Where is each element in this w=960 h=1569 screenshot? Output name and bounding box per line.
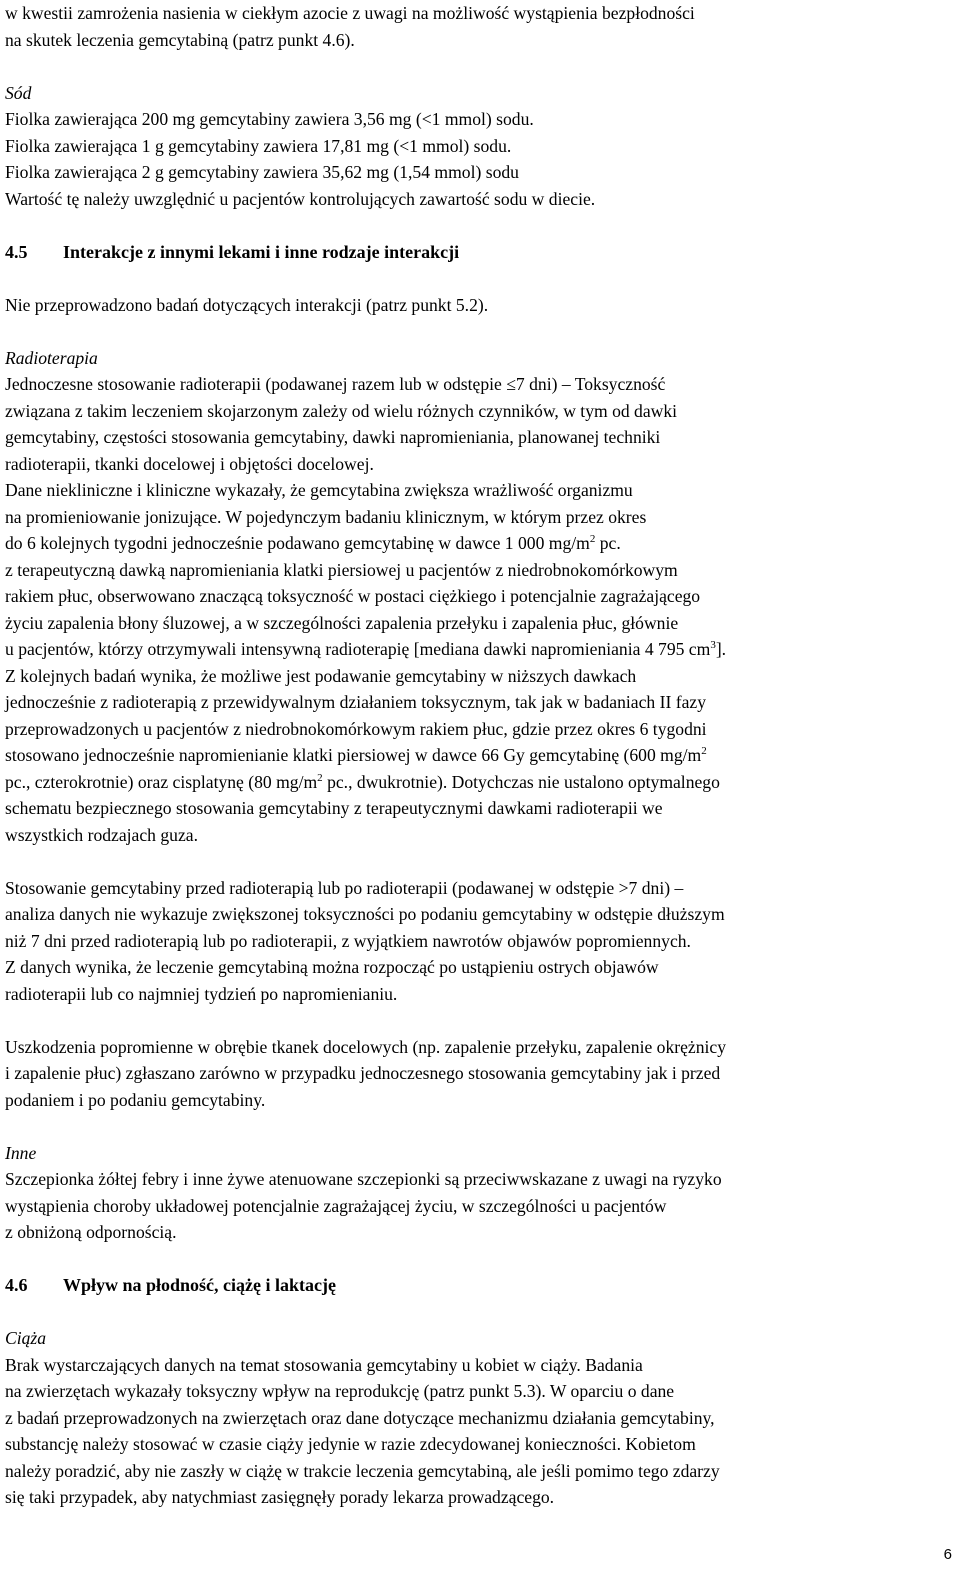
text-line: Z kolejnych badań wynika, że możliwe jest podawanie gemcytabiny w niższych dawkach [5, 665, 637, 686]
text-line: gemcytabiny, częstości stosowania gemcytabiny, dawki napromieniania, planowanej techniki [5, 427, 661, 447]
text-line: Nie przeprowadzono badań dotyczących interakcji (patrz punkt 5.2). [5, 294, 489, 315]
text-line: wystąpienia choroby układowej potencjalnie zagrażającej życiu, w szczególności u pacjentów [5, 1195, 667, 1216]
text-line: Fiolka zawierająca 200 mg gemcytabiny zawiera 3,56 mg (<1 mmol) sodu. [5, 109, 534, 129]
text-line: Uszkodzenia popromienne w obrębie tkanek docelowych (np. zapalenie przełyku, zapalenie okrężnicy [5, 1036, 727, 1057]
text-line: Wartość tę należy uwzględnić u pacjentów kontrolujących zawartość sodu w diecie. [5, 188, 596, 209]
section-heading-4-6 [5, 1272, 950, 1299]
text-line: do 6 kolejnych tygodni jednocześnie podawano gemcytabinę w dawce 1 000 $mg/m^2$ pc. [5, 533, 621, 553]
text-line: wszystkich rodzajach guza. [5, 824, 198, 845]
subheading-ciaza: Ciąża [5, 1328, 47, 1348]
text-line: schematu bezpiecznego stosowania gemcytabiny z terapeutycznymi dawkami radioterapii we [5, 798, 663, 818]
text-line: z terapeutyczną dawką napromieniania klatki piersiowej u pacjentów z niedrobnokomórkowym [5, 559, 678, 580]
section-title: Interakcje z innymi lekami i inne rodzaje interakcji [63, 241, 460, 262]
subheading-radioterapia: Radioterapia [5, 347, 98, 368]
section-heading-4-5 [5, 239, 950, 266]
text-line: należy poradzić, aby nie zaszły w ciążę w trakcie leczenia gemcytabiną, ale jeśli pomimo tego zdarzy [5, 1460, 720, 1481]
text-line: Brak wystarczających danych na temat stosowania gemcytabiny u kobiet w ciąży. Badania [5, 1354, 643, 1375]
text-line: niż 7 dni przed radioterapią lub po radioterapii, z wyjątkiem nawrotów objawów popromiennych. [5, 930, 691, 951]
text-line: na promieniowanie jonizujące. W pojedynczym badaniu klinicznym, w którym przez okres [5, 506, 647, 527]
text-line: rakiem płuc, obserwowano znaczącą toksyczność w postaci ciężkiego i potencjalnie zagrażającego [5, 586, 701, 606]
text-line: na skutek leczenia gemcytabiną (patrz punkt 4.6). [5, 29, 355, 50]
text-line: jednocześnie z radioterapią z przewidywalnym działaniem toksycznym, tak jak w badaniach II fazy [5, 692, 707, 712]
text-line: Jednoczesne stosowanie radioterapii (podawanej razem lub w odstępie ≤7 dni) – Toksyczność [5, 374, 666, 394]
text-line: z badań przeprowadzonych na zwierzętach oraz dane dotyczące mechanizmu działania gemcytabiny, [5, 1407, 715, 1428]
text-line: substancję należy stosować w czasie ciąży jedynie w razie zdecydowanej konieczności. Kobietom [5, 1434, 696, 1454]
text-line: pc., czterokrotnie) oraz cisplatynę (80 $mg/m^2$ pc., dwukrotnie). Dotychczas nie ustalono optymalnego [5, 771, 720, 792]
text-line: analiza danych nie wykazuje zwiększonej toksyczności po podaniu gemcytabiny w odstępie dłuższym [5, 904, 725, 924]
text-line: związana z takim leczeniem skojarzonym zależy od wielu różnych czynników, w tym od dawki [5, 400, 678, 421]
subheading-sod: Sód [5, 82, 32, 103]
text-line: Fiolka zawierająca 1 g gemcytabiny zawiera 17,81 mg (<1 mmol) sodu. [5, 135, 512, 156]
document-page [5, 0, 950, 1511]
subheading-inne: Inne [5, 1142, 37, 1163]
text-line: i zapalenie płuc) zgłaszano zarówno w przypadku jednoczesnego stosowania gemcytabiny jak i przed [5, 1063, 721, 1083]
text-line: życiu zapalenia błony śluzowej, a w szczególności zapalenia przełyku i zapalenia płuc, głównie [5, 612, 679, 633]
text-line: Z danych wynika, że leczenie gemcytabiną można rozpocząć po ustąpieniu ostrych objawów [5, 957, 659, 977]
text-line: się taki przypadek, aby natychmiast zasięgnęły porady lekarza prowadzącego. [5, 1487, 555, 1507]
section-title: Wpływ na płodność, ciążę i laktację [63, 1275, 336, 1295]
text-line: u pacjentów, którzy otrzymywali intensywną radioterapię [mediana dawki napromieniania 4 795 $cm^3$]. [5, 639, 727, 659]
text-line: Stosowanie gemcytabiny przed radioterapią lub po radioterapii (podawanej w odstępie >7 dni) – [5, 877, 684, 898]
text-line: radioterapii lub co najmniej tydzień po napromienianiu. [5, 983, 398, 1004]
text-line: radioterapii, tkanki docelowej i objętości docelowej. [5, 453, 374, 474]
text-line: podaniem i po podaniu gemcytabiny. [5, 1089, 266, 1110]
section-number: 4.6 [5, 1275, 28, 1295]
text-line: Dane niekliniczne i kliniczne wykazały, że gemcytabina zwiększa wrażliwość organizmu [5, 480, 633, 500]
page-number: 6 [943, 1546, 952, 1563]
text-line: z obniżoną odpornością. [5, 1222, 177, 1242]
section-number: 4.5 [5, 241, 28, 262]
text-line: Fiolka zawierająca 2 g gemcytabiny zawiera 35,62 mg (1,54 mmol) sodu [5, 162, 519, 182]
less-equal-symbol: ≤ [506, 374, 516, 394]
text-line: stosowano jednocześnie napromienianie klatki piersiowej w dawce 66 Gy gemcytabinę (600 $mg/m^2$ [5, 745, 707, 765]
text-line: w kwestii zamrożenia nasienia w ciekłym azocie z uwagi na możliwość wystąpienia bezpłodności [5, 3, 695, 23]
text-line: na zwierzętach wykazały toksyczny wpływ na reprodukcję (patrz punkt 5.3). W oparciu o dane [5, 1381, 675, 1401]
text-line: Szczepionka żółtej febry i inne żywe atenuowane szczepionki są przeciwwskazane z uwagi na ryzyko [5, 1169, 722, 1189]
text-line: przeprowadzonych u pacjentów z niedrobnokomórkowym rakiem płuc, gdzie przez okres 6 tygodni [5, 718, 707, 739]
